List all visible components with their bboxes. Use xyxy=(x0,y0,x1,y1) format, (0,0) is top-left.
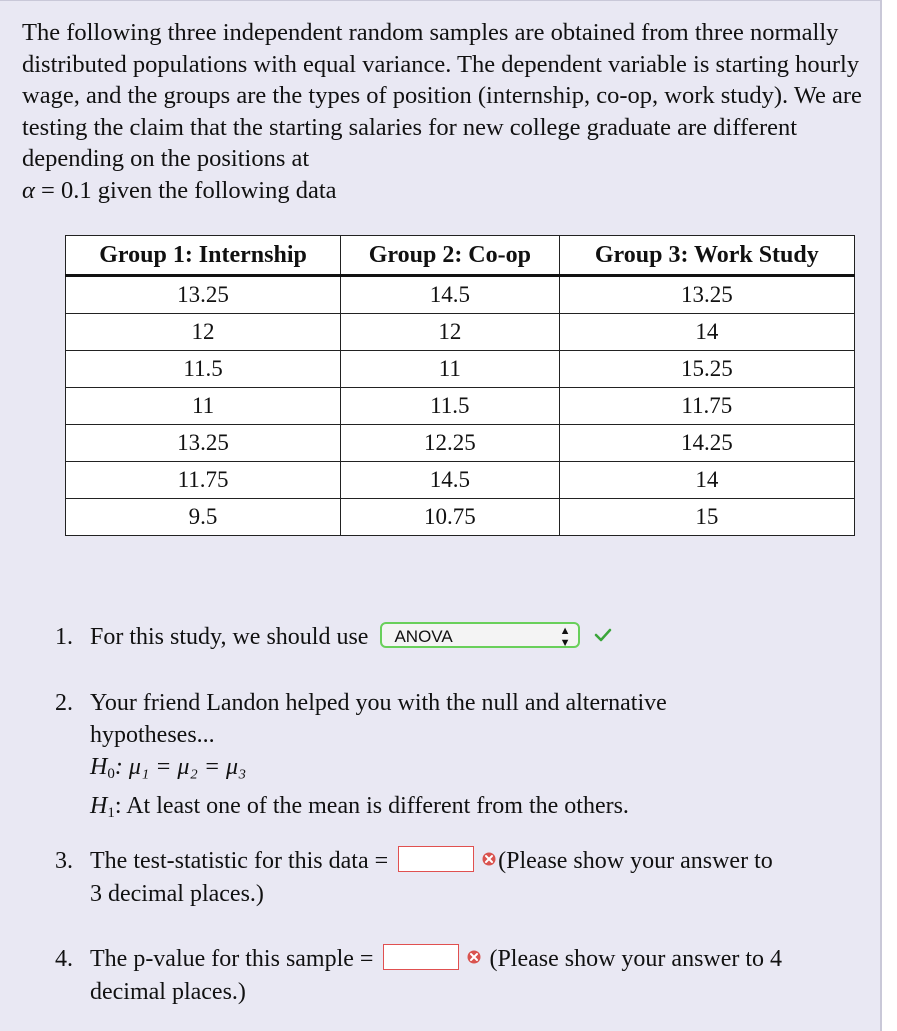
table-cell: 12.25 xyxy=(341,425,560,462)
table-cell: 14 xyxy=(559,314,854,351)
null-hypothesis-expression: : μ₁ = μ₂ = μ₃ xyxy=(114,754,247,780)
header-group-1: Group 1: Internship xyxy=(66,236,341,276)
table-cell: 13.25 xyxy=(66,276,341,314)
test-type-select[interactable] xyxy=(380,622,580,648)
table-cell: 14.5 xyxy=(341,462,560,499)
table-cell: 12 xyxy=(341,314,560,351)
table-cell: 9.5 xyxy=(66,499,341,536)
intro-text: The following three independent random samples are obtained from three normally distributed populations with equal variance. The dependent variable is starting hourly wage, and the groups are the types of position (internship, co-op, work study). We are testing the claim that the starting salaries for new college graduate are different depending on the positions at xyxy=(22,19,862,172)
alpha-value: = 0.1 given the following data xyxy=(34,176,337,204)
alternative-hypothesis: $H_1$: At least one of the mean is different from the others. xyxy=(90,793,629,821)
table-cell: 14.5 xyxy=(341,276,560,314)
table-cell: 15 xyxy=(559,499,854,536)
test-statistic-input[interactable] xyxy=(398,846,474,872)
table-row xyxy=(66,276,855,314)
question-3-instructions-line2: 3 decimal places.) xyxy=(90,881,264,908)
table-cell: 13.25 xyxy=(66,425,341,462)
table-cell: 13.25 xyxy=(559,276,854,314)
question-1-text: For this study, we should use xyxy=(90,624,369,650)
question-2-text-line1: Your friend Landon helped you with the null and alternative xyxy=(90,690,667,716)
table-cell: 11.5 xyxy=(66,351,341,388)
question-number: 1. xyxy=(55,624,73,650)
incorrect-x-icon xyxy=(467,941,481,973)
test-type-selected: ANOVA xyxy=(394,627,453,647)
table-cell: 14.25 xyxy=(559,425,854,462)
correct-check-icon xyxy=(594,619,612,651)
table-row xyxy=(66,425,855,462)
table-cell: 11 xyxy=(341,351,560,388)
table-row xyxy=(66,499,855,536)
question-2-text-line2: hypotheses... xyxy=(90,722,215,748)
select-arrows-icon: ▲ ▼ xyxy=(559,625,571,650)
alternative-hypothesis-text: : At least one of the mean is different from the others. xyxy=(114,793,629,819)
null-hypothesis: $H_0$: μ₁ = μ₂ = μ₃ xyxy=(90,754,247,782)
alpha-symbol: α xyxy=(22,176,35,204)
table-cell: 14 xyxy=(559,462,854,499)
table-row xyxy=(66,351,855,388)
question-number: 4. xyxy=(55,946,73,972)
table-row xyxy=(66,314,855,351)
table-cell: 11.75 xyxy=(559,388,854,425)
question-4-instructions: (Please show your answer to 4 xyxy=(483,946,783,972)
table-header-row xyxy=(66,236,855,276)
question-3-text: The test-statistic for this data = xyxy=(90,848,389,874)
question-3-instructions: (Please show your answer to xyxy=(498,848,773,874)
problem-statement xyxy=(22,17,872,206)
incorrect-x-icon xyxy=(482,843,496,875)
question-4-text: The p-value for this sample = xyxy=(90,946,374,972)
question-number: 3. xyxy=(55,848,73,874)
header-group-3: Group 3: Work Study xyxy=(559,236,854,276)
table-row xyxy=(66,388,855,425)
table-cell: 15.25 xyxy=(559,351,854,388)
table-cell: 11.75 xyxy=(66,462,341,499)
table-cell: 12 xyxy=(66,314,341,351)
question-number: 2. xyxy=(55,690,73,716)
table-cell: 10.75 xyxy=(341,499,560,536)
header-group-2: Group 2: Co-op xyxy=(341,236,560,276)
data-table xyxy=(65,235,855,536)
p-value-input[interactable] xyxy=(383,944,459,970)
table-row xyxy=(66,462,855,499)
table-cell: 11 xyxy=(66,388,341,425)
question-4-instructions-line2: decimal places.) xyxy=(90,979,246,1006)
table-cell: 11.5 xyxy=(341,388,560,425)
